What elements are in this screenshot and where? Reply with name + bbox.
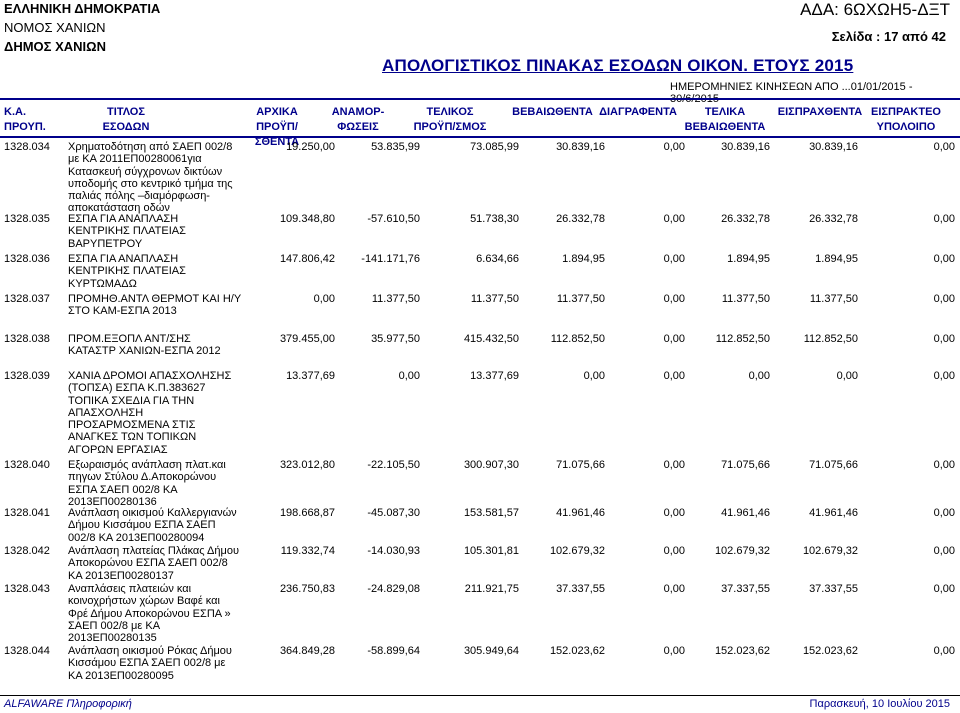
amount-cell: 0,00 [933,293,955,305]
amount-cell: 112.852,50 [803,333,858,345]
amount-cell: -22.105,50 [367,459,420,471]
amount-cell: 35.977,50 [371,333,420,345]
amount-cell: 112.852,50 [715,333,770,345]
revenue-title [68,507,253,544]
column-header-line2: ΠΡΟΫΠ/ΣΜΟΣ [413,121,487,133]
amount-cell: 26.332,78 [721,213,770,225]
revenue-title [68,333,253,358]
amount-cell: 71.075,66 [809,459,858,471]
amount-cell: 71.075,66 [721,459,770,471]
revenue-title-line: Ανάπλαση πλατείας Πλάκας Δήμου [68,545,239,557]
revenue-title [68,253,253,290]
amount-cell: 0,00 [398,370,420,382]
amount-cell: 19.250,00 [286,141,335,153]
amount-cell: 119.332,74 [280,545,335,557]
amount-cell: 71.075,66 [556,459,605,471]
footer-software: ALFAWARE Πληροφορική [4,698,132,710]
amount-cell: 11.377,50 [470,293,519,305]
account-code: 1328.042 [4,545,50,557]
column-header-line1: ΤΙΤΛΟΣ [107,106,145,118]
municipality-name: ΔΗΜΟΣ ΧΑΝΙΩΝ [4,39,106,54]
revenue-title-line: Ανάπλαση οικισμού Καλλεργιανών [68,507,237,519]
amount-cell: 0,00 [933,141,955,153]
column-header-line2: ΥΠΟΛΟΙΠΟ [876,121,936,133]
revenue-title-line: ΣΤΟ ΚΑΜ-ΕΣΠΑ 2013 [68,305,177,318]
amount-cell: 0,00 [933,333,955,345]
amount-cell: 0,00 [933,370,955,382]
amount-cell: 73.085,99 [470,141,519,153]
revenue-title-line: Εξωραισμός ανάπλαση πλατ.και [68,459,226,471]
revenue-title [68,583,253,644]
revenue-title-line: ΚΑΤΑΣΤΡ ΧΑΝΙΩΝ-ΕΣΠΑ 2012 [68,345,221,358]
column-header-line1: ΤΕΛΙΚΑ [704,106,746,118]
revenue-title [68,370,253,456]
amount-cell: 0,00 [933,545,955,557]
amount-cell: 37.337,55 [809,583,858,595]
amount-cell: 30.839,16 [809,141,858,153]
revenue-title-line: Αναπλάσεις πλατειών και [68,583,192,595]
amount-cell: 102.679,32 [714,545,770,557]
revenue-title-line: ΠΡΟΣΑΡΜΟΣΜΕΝΑ ΣΤΙΣ [68,419,196,432]
column-header [860,105,952,135]
revenue-title-line: 2013ΕΠ00280135 [68,632,157,645]
amount-cell: 152.023,62 [549,645,605,657]
amount-cell: 0,00 [663,645,685,657]
amount-cell: 211.921,75 [464,583,519,595]
amount-cell: 0,00 [933,645,955,657]
prefecture-name: ΝΟΜΟΣ ΧΑΝΙΩΝ [4,20,106,35]
account-code: 1328.037 [4,293,50,305]
account-code: 1328.040 [4,459,50,471]
revenue-title [68,293,253,318]
amount-cell: 153.581,57 [463,507,519,519]
amount-cell: 0,00 [933,583,955,595]
amount-cell: 0,00 [933,459,955,471]
amount-cell: 105.301,81 [463,545,519,557]
revenue-title-line: Κισσάμου ΕΣΠΑ ΣΑΕΠ 002/8 με [68,657,226,670]
amount-cell: 0,00 [663,459,685,471]
amount-cell: 0,00 [663,583,685,595]
amount-cell: 379.455,00 [279,333,335,345]
amount-cell: 0,00 [583,370,605,382]
amount-cell: 109.348,80 [279,213,335,225]
amount-cell: 11.377,50 [809,293,858,305]
column-header-line1: ΑΝΑΜΟΡ- [331,106,385,118]
amount-cell: 0,00 [663,333,685,345]
column-header-line2: ΦΩΣΕΙΣ [337,121,379,133]
amount-cell: 0,00 [663,141,685,153]
revenue-title-line: αποκατάσταση οδών [68,202,170,215]
amount-cell: -24.829,08 [367,583,420,595]
column-header-line2: ΠΡΟΫΠ/ΣΘΕΝΤΑ [254,121,300,148]
amount-cell: 37.337,55 [721,583,770,595]
revenue-title-line: 002/8 ΚΑ 2013ΕΠ00280094 [68,531,205,544]
amount-cell: 415.432,50 [463,333,519,345]
column-header-line1: ΒΕΒΑΙΩΘΕΝΤΑ [512,106,593,118]
column-header-line2: ΒΕΒΑΙΩΘΕΝΤΑ [684,121,766,133]
revenue-title-line: ΑΝΑΓΚΕΣ ΤΩΝ ΤΟΠΙΚΩΝ [68,431,197,444]
amount-cell: 323.012,80 [279,459,335,471]
amount-cell: 236.750,83 [279,583,335,595]
amount-cell: 53.835,99 [371,141,420,153]
amount-cell: 37.337,55 [556,583,605,595]
column-header [410,105,490,135]
column-header-line1: ΤΕΛΙΚΟΣ [426,106,474,118]
revenue-title-line: ΚΥΡΤΩΜΑΔΩ [68,277,137,290]
amount-cell: 11.377,50 [556,293,605,305]
amount-cell: 0,00 [933,253,955,265]
revenue-title-line: Χρηματοδότηση από ΣΑΕΠ 002/8 [68,141,233,153]
amount-cell: 152.023,62 [802,645,858,657]
revenue-title-line: (ΤΟΠΣΑ) ΕΣΠΑ Κ.Π.383627 [68,382,206,395]
revenue-title-line: ΣΑΕΠ 002/8 με ΚΑ [68,619,161,632]
amount-cell: 26.332,78 [809,213,858,225]
amount-cell: 11.377,50 [371,293,420,305]
amount-cell: 0,00 [933,213,955,225]
column-header-line1: ΕΙΣΠΡΑΚΤΕΟ [871,106,941,118]
header-bottom-rule [0,136,960,138]
column-header-line1: ΑΡΧΙΚΑ [256,106,298,118]
revenue-title-line: Δήμου Κισσάμου ΕΣΠΑ ΣΑΕΠ [68,519,216,532]
revenue-title-line: πηγων Στύλου Δ.Αποκορώνου [68,471,217,484]
amount-cell: 0,00 [313,293,335,305]
amount-cell: 0,00 [748,370,770,382]
revenue-title [68,213,253,250]
country-name: ΕΛΛΗΝΙΚΗ ΔΗΜΟΚΡΑΤΙΑ [4,1,161,16]
amount-cell: 0,00 [933,507,955,519]
revenue-title [68,545,253,582]
amount-cell: 1.894,95 [727,253,770,265]
account-code: 1328.036 [4,253,50,265]
revenue-title-line: ΠΡΟΜ.ΕΞΟΠΛ ΑΝΤ/ΣΗΣ [68,333,191,345]
revenue-title-line: ΠΡΟΜΗΘ.ΑΝΤΛ ΘΕΡΜΟΤ ΚΑΙ Η/Υ [68,293,242,305]
report-title: ΑΠΟΛΟΓΙΣΤΙΚΟΣ ΠΙΝΑΚΑΣ ΕΣΟΔΩΝ ΟΙΚΟΝ. ΕΤΟΥΣ 2015 [382,56,854,75]
revenue-title-line: ΚΑ 2013ΕΠ00280095 [68,669,174,682]
page-number: Σελίδα : 17 από 42 [831,29,946,44]
revenue-title-line: ΚΕΝΤΡΙΚΗΣ ΠΛΑΤΕΙΑΣ [68,225,186,238]
revenue-title-line: ΑΠΑΣΧΟΛΗΣΗ [68,406,144,419]
amount-cell: 0,00 [663,370,685,382]
amount-cell: 112.852,50 [550,333,605,345]
column-header-line1: Κ.Α. ΠΡΟΥΠ. [4,106,46,133]
revenue-title-line: Φρέ Δήμου Αποκορώνου ΕΣΠΑ » [68,607,231,620]
amount-cell: 152.023,62 [714,645,770,657]
amount-cell: 11.377,50 [721,293,770,305]
account-code: 1328.044 [4,645,50,657]
column-header [66,105,186,135]
amount-cell: 26.332,78 [556,213,605,225]
amount-cell: 0,00 [663,545,685,557]
column-header [510,105,595,120]
amount-cell: 41.961,46 [721,507,770,519]
amount-cell: 1.894,95 [815,253,858,265]
amount-cell: 0,00 [836,370,858,382]
revenue-title-line: ΤΟΠΙΚΑ ΣΧΕΔΙΑ ΓΙΑ ΤΗΝ [68,394,195,407]
column-header [680,105,770,135]
revenue-title-line: με ΚΑ 2011ΕΠ00280061για [68,153,202,166]
column-header [775,105,865,120]
amount-cell: 51.738,30 [470,213,519,225]
amount-cell: 102.679,32 [549,545,605,557]
amount-cell: 0,00 [663,253,685,265]
revenue-title-line: Ανάπλαση οικισμού Ρόκας Δήμου [68,645,232,657]
amount-cell: 300.907,30 [463,459,519,471]
amount-cell: -58.899,64 [367,645,420,657]
revenue-title [68,459,253,508]
amount-cell: -57.610,50 [367,213,420,225]
column-header-line1: ΔΙΑΓΡΑΦΕΝΤΑ [599,106,677,118]
account-code: 1328.038 [4,333,50,345]
amount-cell: 198.668,87 [279,507,335,519]
amount-cell: 305.949,64 [463,645,519,657]
amount-cell: 0,00 [663,507,685,519]
account-code: 1328.035 [4,213,50,225]
revenue-title-line: ΧΑΝΙΑ ΔΡΟΜΟΙ ΑΠΑΣΧΟΛΗΣΗΣ [68,370,232,382]
amount-cell: 13.377,69 [470,370,519,382]
amount-cell: 41.961,46 [556,507,605,519]
revenue-title-line: ΚΕΝΤΡΙΚΗΣ ΠΛΑΤΕΙΑΣ [68,265,186,278]
column-header [598,105,678,120]
account-code: 1328.039 [4,370,50,382]
revenue-title-line: ΕΣΠΑ ΓΙΑ ΑΝΑΠΛΑΣΗ [68,253,179,265]
amount-cell: -45.087,30 [367,507,420,519]
column-header-line2: ΕΣΟΔΩΝ [102,121,150,133]
date-range: ΗΜΕΡΟΜΗΝΙΕΣ ΚΙΝΗΣΕΩΝ ΑΠΟ ...01/01/2015 - 30/6/2015 [670,81,913,105]
column-header [4,105,64,135]
account-code: 1328.041 [4,507,50,519]
account-code: 1328.034 [4,141,50,153]
revenue-title-line: παλιάς πόλης –διαμόρφωση- [68,190,210,203]
header-top-rule [0,98,960,100]
amount-cell: -141.171,76 [361,253,420,265]
revenue-title-line: 2013ΕΠ00280136 [68,495,157,508]
issuer-block [4,2,160,53]
amount-cell: 6.634,66 [476,253,519,265]
amount-cell: -14.030,93 [367,545,420,557]
footer-date: Παρασκευή, 10 Ιουλίου 2015 [809,698,950,710]
footer-rule [0,695,960,696]
amount-cell: 30.839,16 [721,141,770,153]
column-header [323,105,393,135]
amount-cell: 364.849,28 [279,645,335,657]
amount-cell: 41.961,46 [809,507,858,519]
revenue-title [68,645,253,682]
amount-cell: 0,00 [663,213,685,225]
amount-cell: 1.894,95 [562,253,605,265]
revenue-title-line: ΚΑ 2013ΕΠ00280137 [68,569,174,582]
revenue-title-line: Κατασκευή σύγχρονων δικτύων [68,165,223,178]
amount-cell: 30.839,16 [556,141,605,153]
amount-cell: 147.806,42 [279,253,335,265]
revenue-title-line: ΕΣΠΑ ΣΑΕΠ 002/8 ΚΑ [68,483,178,496]
amount-cell: 102.679,32 [802,545,858,557]
revenue-title-line: κοινοχρήστων χώρων Βαφέ και [68,595,220,608]
revenue-title [68,141,253,215]
revenue-title-line: ΒΑΡΥΠΕΤΡΟΥ [68,237,143,250]
revenue-title-line: ΑΓΟΡΩΝ ΕΡΓΑΣΙΑΣ [68,443,168,456]
revenue-title-line: Αποκορώνου ΕΣΠΑ ΣΑΕΠ 002/8 [68,557,228,570]
revenue-title-line: ΕΣΠΑ ΓΙΑ ΑΝΑΠΛΑΣΗ [68,213,179,225]
ada-code: ΑΔΑ: 6ΩΧΩΗ5-ΔΞΤ [800,0,950,19]
amount-cell: 13.377,69 [286,370,335,382]
column-header-line1: ΕΙΣΠΡΑΧΘΕΝΤΑ [777,106,863,118]
amount-cell: 0,00 [663,293,685,305]
account-code: 1328.043 [4,583,50,595]
revenue-title-line: υποδομής στο κεντρικό τμήμα της [68,177,233,190]
